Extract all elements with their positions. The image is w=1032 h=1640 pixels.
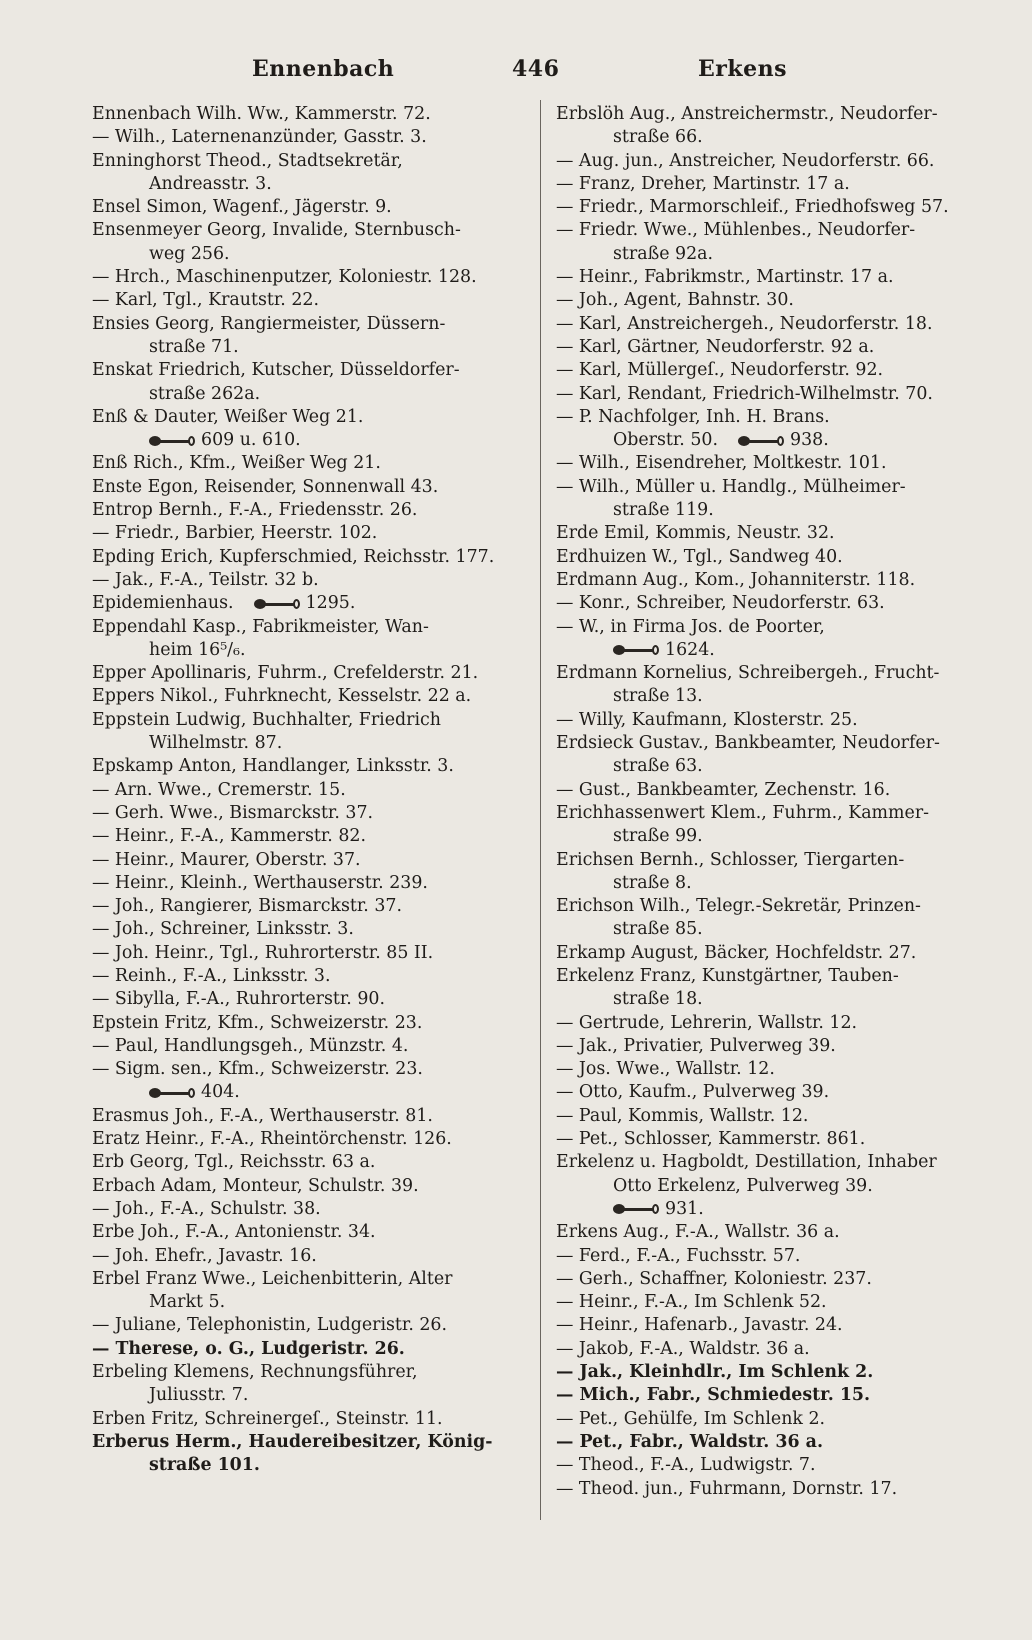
entry-text: — Heinr., Maurer, Oberstr. 37.: [92, 849, 361, 870]
directory-entry: [556, 662, 976, 685]
directory-entry: [92, 383, 512, 406]
directory-entry: [92, 1384, 512, 1407]
header-left-keyword: Ennenbach: [252, 56, 395, 82]
entry-text: Markt 5.: [149, 1292, 226, 1313]
entry-text: — Wilh., Eisendreher, Moltkestr. 101.: [556, 453, 887, 474]
entry-text: — Jak., Kleinhdlr., Im Schlenk 2.: [556, 1362, 874, 1383]
entry-text: Ensenmeyer Georg, Invalide, Sternbusch-: [92, 220, 461, 241]
entry-text: — Franz, Dreher, Martinstr. 17 a.: [556, 173, 850, 194]
directory-entry: [92, 499, 512, 522]
directory-entry: [92, 103, 512, 126]
directory-entry: [556, 546, 976, 569]
directory-entry: [556, 1478, 976, 1501]
directory-entry: [556, 918, 976, 941]
entry-text: Epidemienhaus.: [92, 593, 234, 614]
entry-text: Eppstein Ludwig, Buchhalter, Friedrich: [92, 709, 441, 730]
directory-entry: [92, 150, 512, 173]
entry-text: Erkens Aug., F.-A., Wallstr. 36 a.: [556, 1222, 840, 1243]
entry-text: heim 16⁵/₆.: [149, 639, 246, 660]
entry-text: — Pet., Schlosser, Kammerstr. 861.: [556, 1129, 866, 1150]
entry-text: Epding Erich, Kupferschmied, Reichsstr. 177.: [92, 546, 495, 567]
directory-entry: [556, 150, 976, 173]
directory-entry: [92, 616, 512, 639]
page-number: 446: [512, 56, 560, 82]
directory-entry: [92, 126, 512, 149]
entry-text: — Heinr., Fabrikmstr., Martinstr. 17 a.: [556, 267, 894, 288]
directory-entry: [556, 732, 976, 755]
left-column: [92, 103, 512, 1478]
entry-text: — Hrch., Maschinenputzer, Koloniestr. 128.: [92, 267, 477, 288]
entry-text: — Gerh., Schaffner, Koloniestr. 237.: [556, 1268, 872, 1289]
directory-entry: [92, 1291, 512, 1314]
directory-entry: [92, 988, 512, 1011]
entry-text: — Konr., Schreiber, Neudorferstr. 63.: [556, 593, 885, 614]
directory-entry: [92, 313, 512, 336]
entry-text: straße 262a.: [149, 383, 261, 404]
directory-entry: [556, 289, 976, 312]
entry-text: Juliusstr. 7.: [149, 1385, 249, 1406]
entry-text: — Juliane, Telephonistin, Ludgeristr. 26.: [92, 1315, 448, 1336]
directory-entry: [556, 173, 976, 196]
entry-text: straße 71.: [149, 336, 239, 357]
entry-text: — W., in Firma Jos. de Poorter,: [556, 616, 825, 637]
directory-entry: [92, 266, 512, 289]
telephone-icon: [613, 1203, 659, 1215]
telephone-icon: [149, 435, 195, 447]
entry-text: Enß & Dauter, Weißer Weg 21.: [92, 406, 364, 427]
directory-entry: [556, 406, 976, 429]
directory-entry: [92, 219, 512, 242]
directory-entry: [92, 476, 512, 499]
directory-entry: [556, 1408, 976, 1431]
directory-entry: [556, 359, 976, 382]
directory-entry: [92, 1012, 512, 1035]
directory-entry: [92, 1175, 512, 1198]
entry-text: Erbeling Klemens, Rechnungsführer,: [92, 1362, 418, 1383]
entry-text: Erberus Herm., Haudereibesitzer, König-: [92, 1431, 493, 1452]
entry-text: — Sigm. sen., Kfm., Schweizerstr. 23.: [92, 1059, 423, 1080]
entry-text: — Friedr., Marmorschleif., Friedhofsweg 57.: [556, 197, 949, 218]
directory-entry: [92, 1431, 512, 1454]
phone-number: 1295.: [305, 593, 356, 614]
entry-text: Erbe Joh., F.-A., Antonienstr. 34.: [92, 1222, 376, 1243]
directory-entry: [92, 196, 512, 219]
directory-entry: [92, 1268, 512, 1291]
entry-text: — Jak., Privatier, Pulverweg 39.: [556, 1035, 836, 1056]
directory-entry: [556, 755, 976, 778]
directory-entry: [92, 1081, 512, 1104]
entry-text: Epper Apollinaris, Fuhrm., Crefelderstr. 21.: [92, 663, 479, 684]
directory-entry: [556, 942, 976, 965]
directory-entry: [556, 1105, 976, 1128]
directory-entry: [92, 546, 512, 569]
entry-text: — Karl, Rendant, Friedrich-Wilhelmstr. 70.: [556, 383, 933, 404]
directory-entry: [92, 1338, 512, 1361]
entry-text: straße 99.: [613, 826, 703, 847]
directory-entry: [92, 942, 512, 965]
entry-text: Erkelenz u. Hagboldt, Destillation, Inhaber: [556, 1152, 937, 1173]
directory-entry: [92, 685, 512, 708]
directory-entry: [556, 429, 976, 452]
directory-entry: [92, 755, 512, 778]
entry-text: — Heinr., Hafenarb., Javastr. 24.: [556, 1315, 843, 1336]
entry-text: Oberstr. 50.: [613, 430, 719, 451]
entry-text: — Joh., Schreiner, Linksstr. 3.: [92, 919, 354, 940]
directory-entry: [556, 499, 976, 522]
directory-entry: [556, 1081, 976, 1104]
entry-text: straße 8.: [613, 872, 692, 893]
directory-entry: [92, 522, 512, 545]
telephone-icon: [738, 435, 784, 447]
directory-entry: [92, 965, 512, 988]
directory-entry: [92, 359, 512, 382]
directory-entry: [556, 336, 976, 359]
directory-entry: [92, 1198, 512, 1221]
directory-entry: [556, 103, 976, 126]
entry-text: Eratz Heinr., F.-A., Rheintörchenstr. 126.: [92, 1129, 452, 1150]
directory-entry: [92, 732, 512, 755]
entry-text: — Wilh., Laternenanzünder, Gasstr. 3.: [92, 127, 427, 148]
directory-entry: [92, 173, 512, 196]
entry-text: — Heinr., F.-A., Im Schlenk 52.: [556, 1292, 827, 1313]
entry-text: Epstein Fritz, Kfm., Schweizerstr. 23.: [92, 1012, 423, 1033]
telephone-icon: [613, 644, 659, 656]
entry-text: — P. Nachfolger, Inh. H. Brans.: [556, 406, 830, 427]
entry-text: — Otto, Kaufm., Pulverweg 39.: [556, 1082, 830, 1103]
directory-entry: [556, 616, 976, 639]
directory-entry: [556, 1035, 976, 1058]
directory-entry: [556, 219, 976, 242]
directory-entry: [92, 1245, 512, 1268]
entry-text: straße 119.: [613, 500, 714, 521]
entry-text: — Theod. jun., Fuhrmann, Dornstr. 17.: [556, 1478, 898, 1499]
entry-text: — Paul, Handlungsgeh., Münzstr. 4.: [92, 1035, 409, 1056]
entry-text: Erasmus Joh., F.-A., Werthauserstr. 81.: [92, 1105, 433, 1126]
directory-entry: [556, 1384, 976, 1407]
directory-entry: [92, 872, 512, 895]
entry-text: — Jak., F.-A., Teilstr. 32 b.: [92, 569, 319, 590]
entry-text: — Paul, Kommis, Wallstr. 12.: [556, 1105, 809, 1126]
entry-text: — Jakob, F.-A., Waldstr. 36 a.: [556, 1338, 810, 1359]
entry-text: Erb Georg, Tgl., Reichsstr. 63 a.: [92, 1152, 376, 1173]
directory-entry: [556, 1268, 976, 1291]
directory-entry: [556, 1151, 976, 1174]
entry-text: Ennenbach Wilh. Ww., Kammerstr. 72.: [92, 104, 431, 124]
directory-entry: [556, 1128, 976, 1151]
entry-text: Erkelenz Franz, Kunstgärtner, Tauben-: [556, 965, 899, 986]
directory-entry: [92, 289, 512, 312]
entry-text: — Karl, Tgl., Krautstr. 22.: [92, 290, 319, 311]
entry-text: Erbel Franz Wwe., Leichenbitterin, Alter: [92, 1268, 453, 1289]
entry-text: — Joh., Rangierer, Bismarckstr. 37.: [92, 896, 402, 917]
entry-text: — Heinr., F.-A., Kammerstr. 82.: [92, 826, 367, 847]
directory-entry: [556, 988, 976, 1011]
directory-entry: [556, 1198, 976, 1221]
entry-text: Erdmann Kornelius, Schreibergeh., Frucht-: [556, 663, 940, 684]
entry-text: Erkamp August, Bäcker, Hochfeldstr. 27.: [556, 942, 917, 963]
directory-entry: [92, 1454, 512, 1477]
telephone-icon: [254, 598, 300, 610]
entry-text: — Pet., Fabr., Waldstr. 36 a.: [556, 1431, 823, 1452]
entry-text: — Friedr. Wwe., Mühlenbes., Neudorfer-: [556, 220, 916, 241]
directory-entry: [556, 592, 976, 615]
directory-entry: [92, 1314, 512, 1337]
entry-text: Eppendahl Kasp., Fabrikmeister, Wan-: [92, 616, 429, 637]
phone-number: 404.: [201, 1082, 240, 1103]
entry-text: — Gerh. Wwe., Bismarckstr. 37.: [92, 802, 374, 823]
directory-entry: [92, 336, 512, 359]
entry-text: Erben Fritz, Schreinergeſ., Steinstr. 11.: [92, 1408, 443, 1429]
directory-entry: [556, 196, 976, 219]
directory-entry: [556, 1431, 976, 1454]
directory-entry: [556, 1221, 976, 1244]
directory-entry: [556, 569, 976, 592]
entry-text: — Karl, Anstreichergeh., Neudorferstr. 18.: [556, 313, 933, 334]
entry-text: straße 66.: [613, 127, 703, 148]
entry-text: — Wilh., Müller u. Handlg., Mülheimer-: [556, 476, 906, 497]
column-divider: [540, 100, 541, 1520]
entry-text: Eppers Nikol., Fuhrknecht, Kesselstr. 22 a.: [92, 686, 472, 707]
directory-entry: [92, 243, 512, 266]
entry-text: straße 92a.: [613, 243, 714, 264]
directory-entry: [92, 429, 512, 452]
entry-text: Ensies Georg, Rangiermeister, Düssern-: [92, 313, 446, 334]
directory-entry: [556, 452, 976, 475]
entry-text: Andreasstr. 3.: [149, 173, 272, 194]
directory-entry: [556, 965, 976, 988]
directory-entry: [556, 522, 976, 545]
directory-entry: [556, 709, 976, 732]
entry-text: straße 63.: [613, 756, 703, 777]
entry-text: straße 101.: [149, 1455, 260, 1476]
phone-number: 609 u. 610.: [201, 430, 301, 451]
telephone-icon: [149, 1087, 195, 1099]
entry-text: — Sibylla, F.-A., Ruhrorterstr. 90.: [92, 989, 386, 1010]
directory-entry: [92, 639, 512, 662]
directory-entry: [556, 1454, 976, 1477]
entry-text: — Therese, o. G., Ludgeristr. 26.: [92, 1338, 405, 1359]
directory-entry: [556, 825, 976, 848]
entry-text: Enß Rich., Kfm., Weißer Weg 21.: [92, 453, 381, 474]
phone-number: 938.: [790, 430, 829, 451]
directory-entry: [556, 1338, 976, 1361]
directory-entry: [92, 825, 512, 848]
entry-text: Erde Emil, Kommis, Neustr. 32.: [556, 523, 835, 544]
directory-entry: [556, 1314, 976, 1337]
entry-text: Erichsen Bernh., Schlosser, Tiergarten-: [556, 849, 905, 870]
directory-entry: [556, 383, 976, 406]
directory-entry: [92, 592, 512, 615]
directory-entry: [92, 452, 512, 475]
entry-text: Ensel Simon, Wagenf., Jägerstr. 9.: [92, 197, 392, 218]
entry-text: — Friedr., Barbier, Heerstr. 102.: [92, 523, 378, 544]
directory-entry: [556, 685, 976, 708]
directory-entry: [92, 1035, 512, 1058]
directory-entry: [92, 1151, 512, 1174]
directory-entry: [556, 1361, 976, 1384]
entry-text: straße 18.: [613, 989, 703, 1010]
entry-text: Enskat Friedrich, Kutscher, Düsseldorfer-: [92, 360, 460, 381]
entry-text: Erichhassenwert Klem., Fuhrm., Kammer-: [556, 802, 930, 823]
entry-text: — Theod., F.-A., Ludwigstr. 7.: [556, 1455, 816, 1476]
right-column: [556, 103, 976, 1501]
entry-text: Erdsieck Gustav., Bankbeamter, Neudorfer-: [556, 733, 940, 754]
entry-text: — Ferd., F.-A., Fuchsstr. 57.: [556, 1245, 801, 1266]
directory-entry: [556, 872, 976, 895]
directory-entry: [92, 662, 512, 685]
entry-text: Erichson Wilh., Telegr.-Sekretär, Prinzen-: [556, 896, 921, 917]
directory-entry: [556, 1012, 976, 1035]
phone-number: 931.: [665, 1198, 704, 1219]
entry-text: — Joh., F.-A., Schulstr. 38.: [92, 1198, 321, 1219]
directory-entry: [556, 639, 976, 662]
phone-number: 1624.: [665, 639, 715, 660]
directory-entry: [92, 709, 512, 732]
directory-entry: [556, 802, 976, 825]
entry-text: Epskamp Anton, Handlanger, Linksstr. 3.: [92, 756, 454, 777]
entry-text: Erdhuizen W., Tgl., Sandweg 40.: [556, 546, 843, 567]
entry-text: Enste Egon, Reisender, Sonnenwall 43.: [92, 476, 439, 497]
entry-text: — Gust., Bankbeamter, Zechenstr. 16.: [556, 779, 891, 800]
entry-text: — Joh., Agent, Bahnstr. 30.: [556, 290, 794, 311]
header-right-keyword: Erkens: [698, 56, 787, 82]
directory-entry: [556, 243, 976, 266]
entry-text: straße 85.: [613, 919, 703, 940]
directory-entry: [92, 895, 512, 918]
directory-entry: [92, 1361, 512, 1384]
directory-entry: [556, 1175, 976, 1198]
directory-entry: [92, 569, 512, 592]
directory-entry: [556, 1291, 976, 1314]
entry-text: — Pet., Gehülfe, Im Schlenk 2.: [556, 1408, 826, 1429]
directory-entry: [92, 918, 512, 941]
entry-text: — Joh. Heinr., Tgl., Ruhrorterstr. 85 II.: [92, 942, 434, 963]
directory-entry: [556, 849, 976, 872]
entry-text: — Reinh., F.-A., Linksstr. 3.: [92, 965, 331, 986]
entry-text: Wilhelmstr. 87.: [149, 733, 283, 754]
entry-text: Enninghorst Theod., Stadtsekretär,: [92, 150, 403, 171]
directory-entry: [556, 313, 976, 336]
directory-entry: [556, 126, 976, 149]
entry-text: — Karl, Müllergeſ., Neudorferstr. 92.: [556, 360, 884, 381]
directory-entry: [556, 476, 976, 499]
directory-entry: [92, 1128, 512, 1151]
directory-entry: [92, 1058, 512, 1081]
entry-text: — Karl, Gärtner, Neudorferstr. 92 a.: [556, 336, 875, 357]
directory-entry: [92, 779, 512, 802]
entry-text: Otto Erkelenz, Pulverweg 39.: [613, 1175, 873, 1196]
directory-entry: [92, 406, 512, 429]
directory-entry: [92, 1408, 512, 1431]
entry-text: Erbslöh Aug., Anstreichermstr., Neudorfer-: [556, 104, 938, 124]
directory-entry: [92, 1221, 512, 1244]
entry-text: — Gertrude, Lehrerin, Wallstr. 12.: [556, 1012, 858, 1033]
directory-entry: [556, 1058, 976, 1081]
entry-text: weg 256.: [149, 243, 230, 264]
directory-entry: [556, 1245, 976, 1268]
directory-entry: [556, 266, 976, 289]
entry-text: Erdmann Aug., Kom., Johanniterstr. 118.: [556, 569, 916, 590]
directory-entry: [92, 1105, 512, 1128]
entry-text: — Jos. Wwe., Wallstr. 12.: [556, 1059, 775, 1080]
entry-text: — Aug. jun., Anstreicher, Neudorferstr. 66.: [556, 150, 935, 171]
directory-entry: [92, 849, 512, 872]
directory-entry: [92, 802, 512, 825]
entry-text: Entrop Bernh., F.-A., Friedensstr. 26.: [92, 500, 418, 521]
entry-text: Erbach Adam, Monteur, Schulstr. 39.: [92, 1175, 419, 1196]
entry-text: — Joh. Ehefr., Javastr. 16.: [92, 1245, 317, 1266]
entry-text: — Willy, Kaufmann, Klosterstr. 25.: [556, 709, 858, 730]
entry-text: — Arn. Wwe., Cremerstr. 15.: [92, 779, 346, 800]
directory-entry: [556, 895, 976, 918]
directory-entry: [556, 779, 976, 802]
entry-text: — Mich., Fabr., Schmiedestr. 15.: [556, 1385, 871, 1406]
entry-text: straße 13.: [613, 686, 703, 707]
entry-text: — Heinr., Kleinh., Werthauserstr. 239.: [92, 872, 428, 893]
